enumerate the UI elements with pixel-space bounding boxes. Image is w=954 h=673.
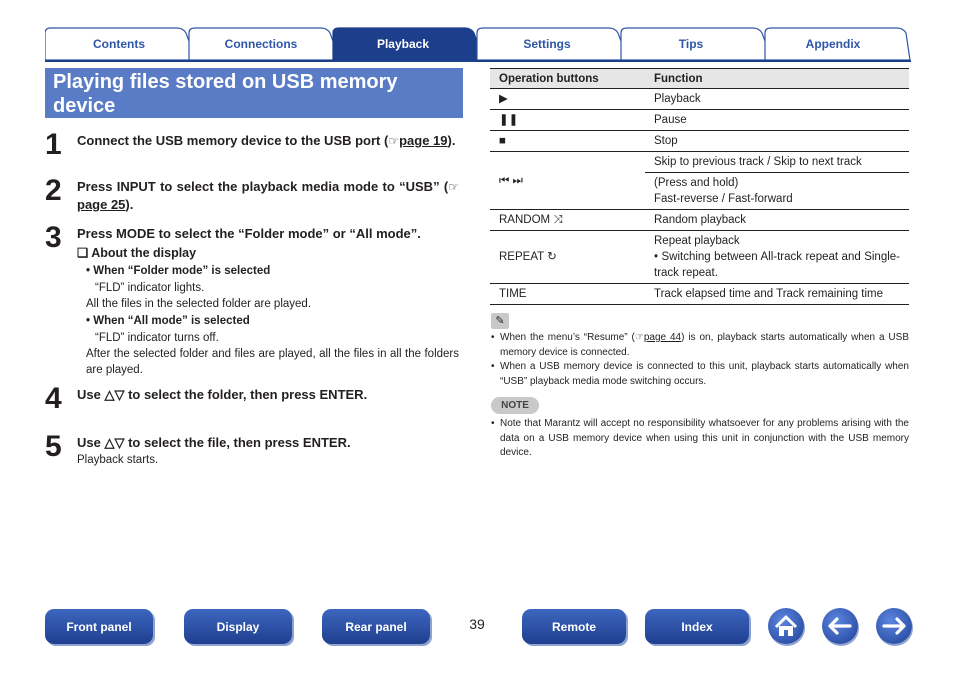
step-text-end: ). [125, 197, 134, 212]
folder-mode-heading-text: When “Folder mode” is selected [93, 265, 271, 277]
play-button-symbol: ▶ [490, 89, 645, 110]
function-cell-hold [645, 173, 909, 210]
tip-item [490, 331, 909, 360]
front-panel-button[interactable]: Front panel [45, 609, 153, 644]
function-hold-text: Fast-reverse / Fast-forward [654, 193, 793, 205]
home-icon [768, 608, 804, 644]
random-button-label: RANDOM ⤨ [490, 210, 645, 231]
function-cell [645, 231, 909, 284]
function-text: Repeat playback [654, 235, 740, 247]
column-header-function: Function [645, 69, 909, 89]
function-cell: Track elapsed time and Track remaining time [645, 284, 909, 305]
tab-bar [45, 27, 911, 61]
step-text [77, 132, 459, 150]
table-row [490, 284, 909, 305]
tab-settings[interactable]: Settings [523, 37, 571, 51]
page-title: Playing files stored on USB memory device [45, 68, 463, 118]
step-number: 5 [45, 430, 62, 463]
step-number: 1 [45, 128, 62, 161]
table-row [490, 89, 909, 110]
function-detail: • Switching between All-track repeat and Single-track repeat. [654, 251, 900, 279]
step-text [77, 225, 459, 378]
reference-icon: ☞ [448, 180, 459, 194]
remote-button[interactable]: Remote [522, 609, 626, 644]
step-text [77, 178, 459, 214]
index-button[interactable]: Index [645, 609, 749, 644]
table-row [490, 210, 909, 231]
step-text-body: Use △▽ to select the file, then press ENTER. [77, 435, 351, 450]
page-number: 39 [469, 616, 485, 632]
tips-list [490, 331, 909, 389]
all-mode-line: After the selected folder and files are played, all the files in all the folders are played. [86, 348, 459, 376]
stop-button-symbol: ■ [490, 131, 645, 152]
forward-button[interactable] [876, 608, 912, 644]
tab-contents[interactable]: Contents [93, 37, 145, 51]
table-header-row [490, 69, 909, 89]
page-link[interactable]: page 19 [399, 133, 448, 148]
function-cell: Stop [645, 131, 909, 152]
forward-arrow-icon [876, 608, 912, 644]
note-item: • Note that Marantz will accept no responsibility whatsoever for any problems arising with the data on a USB memory device when using this unit in conjunction with the USB memory device. [490, 417, 909, 461]
function-cell: Skip to previous track / Skip to next track [645, 152, 909, 173]
time-button-label: TIME [490, 284, 645, 305]
tab-divider [45, 60, 911, 62]
folder-mode-line: “FLD” indicator lights. [95, 282, 205, 294]
tab-tips[interactable]: Tips [678, 37, 704, 51]
reference-icon: ☞ [634, 332, 644, 343]
back-arrow-icon [822, 608, 858, 644]
pause-button-symbol: ❚❚ [490, 110, 645, 131]
step-text-end: ). [447, 133, 456, 148]
tab-appendix[interactable]: Appendix [805, 37, 861, 51]
tip-item [490, 360, 909, 389]
repeat-button-label: REPEAT ↻ [490, 231, 645, 284]
table-row [490, 231, 909, 284]
page-link[interactable]: page 44 [643, 332, 682, 343]
tip-text-end: ) is on, playback starts automatically when a USB memory device is connected. [500, 332, 909, 358]
step-text-body: Press MODE to select the “Folder mode” or “All mode”. [77, 226, 421, 241]
tip-text: When a USB memory device is connected to this unit, playback starts automatically when “USB” playback media mode switching occurs. [500, 361, 909, 387]
step-text [77, 434, 459, 468]
reference-icon: ☞ [388, 134, 400, 148]
pencil-icon: ✎ [491, 313, 509, 329]
tip-text: When the menu’s “Resume” ( [500, 332, 635, 343]
note-badge: NOTE [491, 397, 539, 414]
home-button[interactable] [768, 608, 804, 644]
all-mode-heading: • When “All mode” is selected [86, 315, 250, 327]
function-cell: Random playback [645, 210, 909, 231]
all-mode-line: “FLD” indicator turns off. [95, 332, 219, 344]
tab-connections[interactable]: Connections [224, 37, 298, 51]
folder-mode-heading: • When “Folder mode” is selected [86, 265, 271, 277]
function-hold-label: (Press and hold) [654, 177, 739, 189]
step-result: Playback starts. [77, 454, 159, 466]
all-mode-heading-text: When “All mode” is selected [93, 315, 250, 327]
function-cell: Pause [645, 110, 909, 131]
back-button[interactable] [822, 608, 858, 644]
page-link[interactable]: page 25 [77, 197, 126, 212]
table-row [490, 110, 909, 131]
function-cell: Playback [645, 89, 909, 110]
skip-button-symbols: ⏮ ⏭ [490, 152, 645, 210]
step-number: 2 [45, 174, 62, 207]
about-display-body [77, 262, 459, 378]
step-number: 3 [45, 221, 62, 254]
note-list [490, 417, 909, 461]
display-button[interactable]: Display [184, 609, 292, 644]
about-display-heading: ❏ About the display [77, 246, 197, 260]
column-header-operation: Operation buttons [490, 69, 645, 89]
operation-table [490, 68, 909, 305]
step-number: 4 [45, 382, 62, 415]
table-row [490, 131, 909, 152]
rear-panel-button[interactable]: Rear panel [322, 609, 430, 644]
tab-playback[interactable]: Playback [376, 37, 430, 51]
step-text-body: Connect the USB memory device to the USB port ( [77, 133, 389, 148]
step-text: Use △▽ to select the folder, then press ENTER. [77, 387, 368, 402]
table-row [490, 152, 909, 173]
folder-mode-line: All the files in the selected folder are played. [86, 298, 312, 310]
step-text-body: Press INPUT to select the playback media mode to “USB” ( [77, 179, 449, 194]
